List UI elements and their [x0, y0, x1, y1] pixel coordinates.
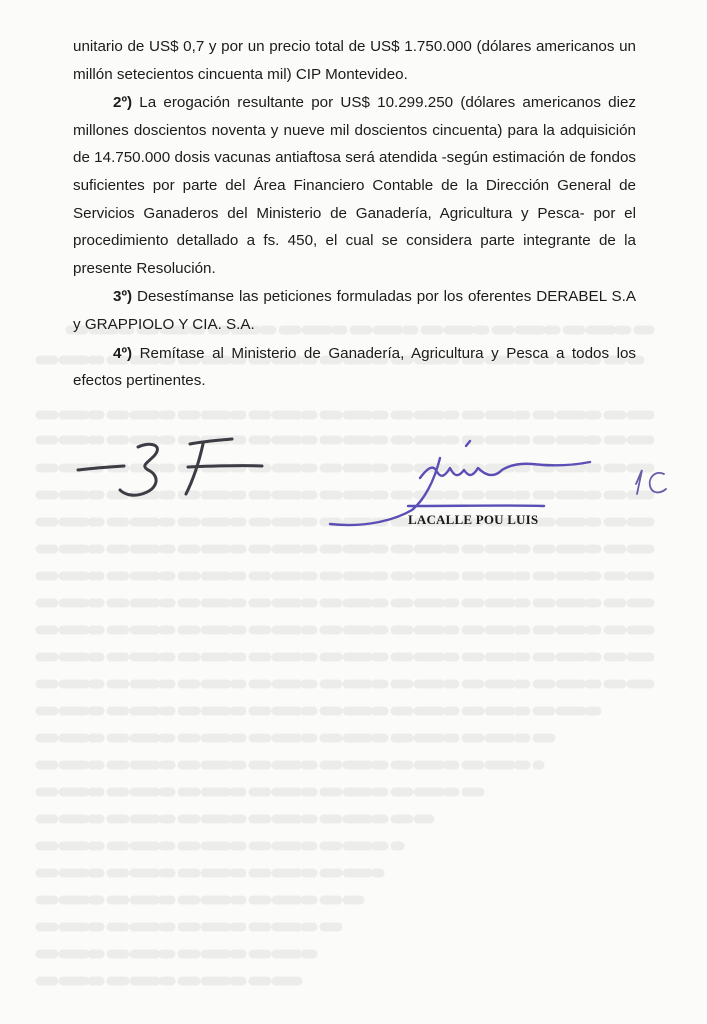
paragraph-2-number: 2º) — [113, 94, 133, 112]
left-signature — [78, 439, 262, 495]
signatory-name: LACALLE POU LUIS — [408, 512, 539, 527]
paragraph-3-number: 3º) — [113, 288, 133, 306]
paragraph-2-text: La erogación resultante por US$ 10.299.250 (dólares americanos diez millones doscientos noventa y nueve mil doscientos cincuenta) para la adquisición de 14.750.000 dosis vacunas antiaftosa será atendida -según estimación de fondos suficientes por parte del Área Financiero Contable de la Dirección General de Servicios Ganaderos del Ministerio de Ganadería, Agricultura y Pesca- por el procedimiento detallado a fs. 450, el cual se considera parte integrante de la presente Resolución. — [73, 94, 636, 277]
paragraph-4-text: Remítase al Ministerio de Ganadería, Agricultura y Pesca a todos los efectos pertinentes. — [73, 344, 636, 390]
paragraph-1-text: unitario de US$ 0,7 y por un precio total de US$ 1.750.000 (dólares americanos un millón setecientos cincuenta mil) CIP Montevideo. — [73, 38, 636, 83]
paragraph-3-text: Desestímanse las peticiones formuladas por los oferentes DERABEL S.A y GRAPPIOLO Y CIA. S.A. — [73, 288, 636, 333]
margin-initials — [636, 470, 666, 494]
paragraph-4-number: 4º) — [113, 344, 133, 362]
